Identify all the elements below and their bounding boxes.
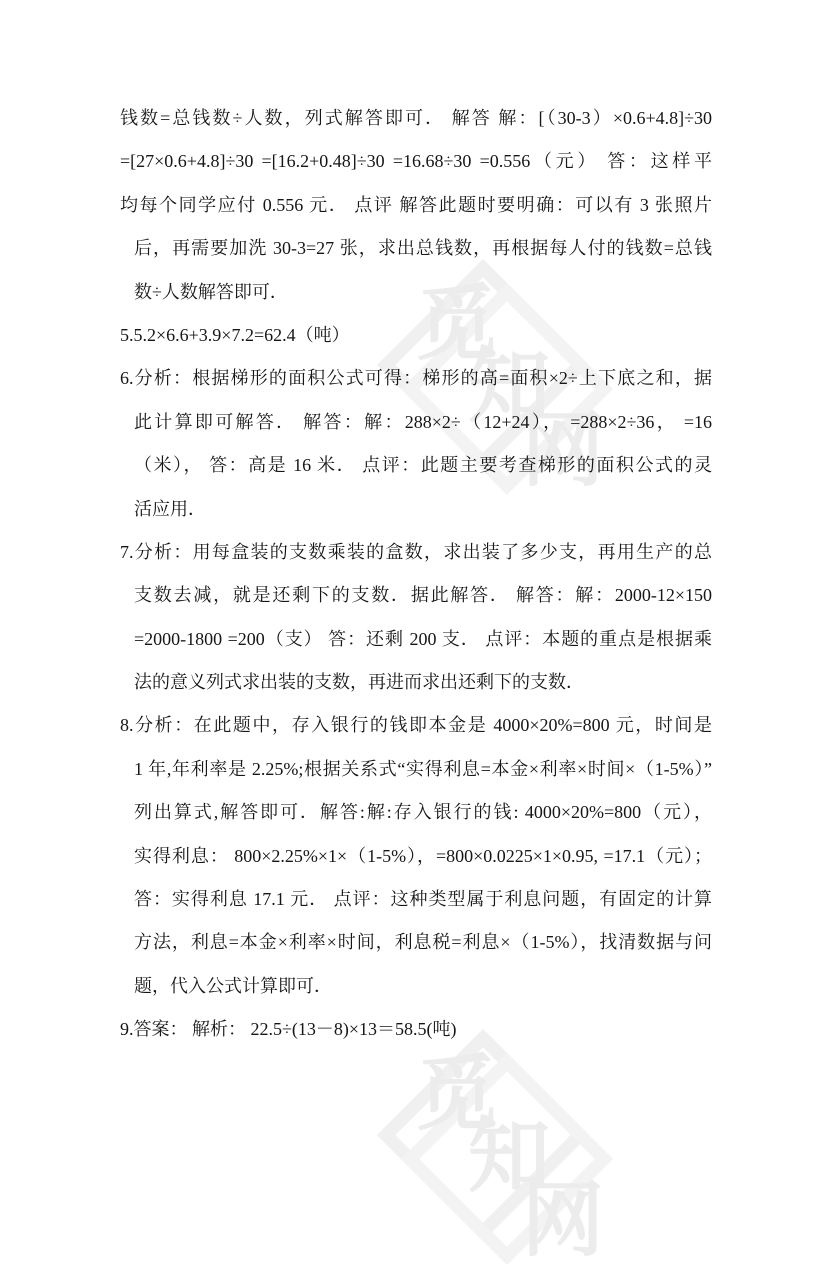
text-line: 9.答案： 解析： 22.5÷(13－8)×13＝58.5(吨) <box>120 1019 457 1040</box>
watermark-char: 知 <box>468 341 551 432</box>
text-line: 方法，利息=本金×利率×时间，利息税=利息×（1-5%），找清数据与问 <box>134 932 712 953</box>
text-line: 列出算式,解答即可．解答:解:存入银行的钱: 4000×20%=800（元）， <box>134 802 712 823</box>
text-line: 活应用． <box>134 498 206 519</box>
text-line: 实得利息： 800×2.25%×1×（1-5%），=800×0.0225×1×0.95, =17.1（元）； <box>134 845 712 866</box>
text-line: 钱数=总钱数÷人数，列式解答即可． 解答 解：[（30-3）×0.6+4.8]÷30 <box>120 108 712 128</box>
text-line: 7.分析：用每盒装的支数乘装的盒数，求出装了多少支，再用生产的总 <box>120 541 712 562</box>
document-body <box>120 97 712 1052</box>
text-line: 答：实得利息 17.1 元． 点评：这种类型属于利息问题，有固定的计算 <box>134 889 712 910</box>
text-line: =[27×0.6+4.8]÷30 =[16.2+0.48]÷30 =16.68÷30 =0.556（元） 答：这样平 <box>120 151 712 172</box>
text-line: 均每个同学应付 0.556 元． 点评 解答此题时要明确：可以有 3 张照片 <box>120 194 712 215</box>
watermark-char: 觅 <box>416 1049 499 1140</box>
text-line: =2000-1800 =200（支） 答：还剩 200 支． 点评：本题的重点是根据乘 <box>134 628 712 649</box>
text-line: 此计算即可解答． 解答：解：288×2÷（12+24）， =288×2÷36， =16 <box>134 411 712 432</box>
watermark-char: 网 <box>522 405 605 496</box>
watermark-char: 觅 <box>416 279 499 370</box>
text-line: （米）， 答：高是 16 米． 点评：此题主要考查梯形的面积公式的灵 <box>134 455 712 476</box>
text-line: 5.5.2×6.6+3.9×7.2=62.4（吨） <box>120 324 350 345</box>
text-line: 法的意义列式求出装的支数，再进而求出还剩下的支数． <box>134 672 584 693</box>
text-line: 数÷人数解答即可． <box>134 281 288 302</box>
text-line: 1 年,年利率是 2.25%;根据关系式“实得利息=本金×利率×时间×（1-5%）” <box>134 758 712 779</box>
text-line: 支数去减，就是还剩下的支数．据此解答． 解答：解：2000-12×150 <box>134 585 712 606</box>
watermark-char: 网 <box>522 1175 605 1266</box>
watermark-char: 知 <box>468 1111 551 1202</box>
mizhi-logo-diamond-icon <box>401 1049 613 1265</box>
text-line: 题，代入公式计算即可． <box>134 975 332 996</box>
watermark-mizhi <box>380 1032 610 1272</box>
text-line: 后，再需要加洗 30-3=27 张，求出总钱数，再根据每人付的钱数=总钱 <box>134 238 712 259</box>
mizhi-logo-diamond-icon <box>377 1029 589 1241</box>
text-line: 6.分析：根据梯形的面积公式可得：梯形的高=面积×2÷上下底之和，据 <box>120 368 712 389</box>
text-line: 8.分析：在此题中，存入银行的钱即本金是 4000×20%=800 元，时间是 <box>120 715 712 736</box>
